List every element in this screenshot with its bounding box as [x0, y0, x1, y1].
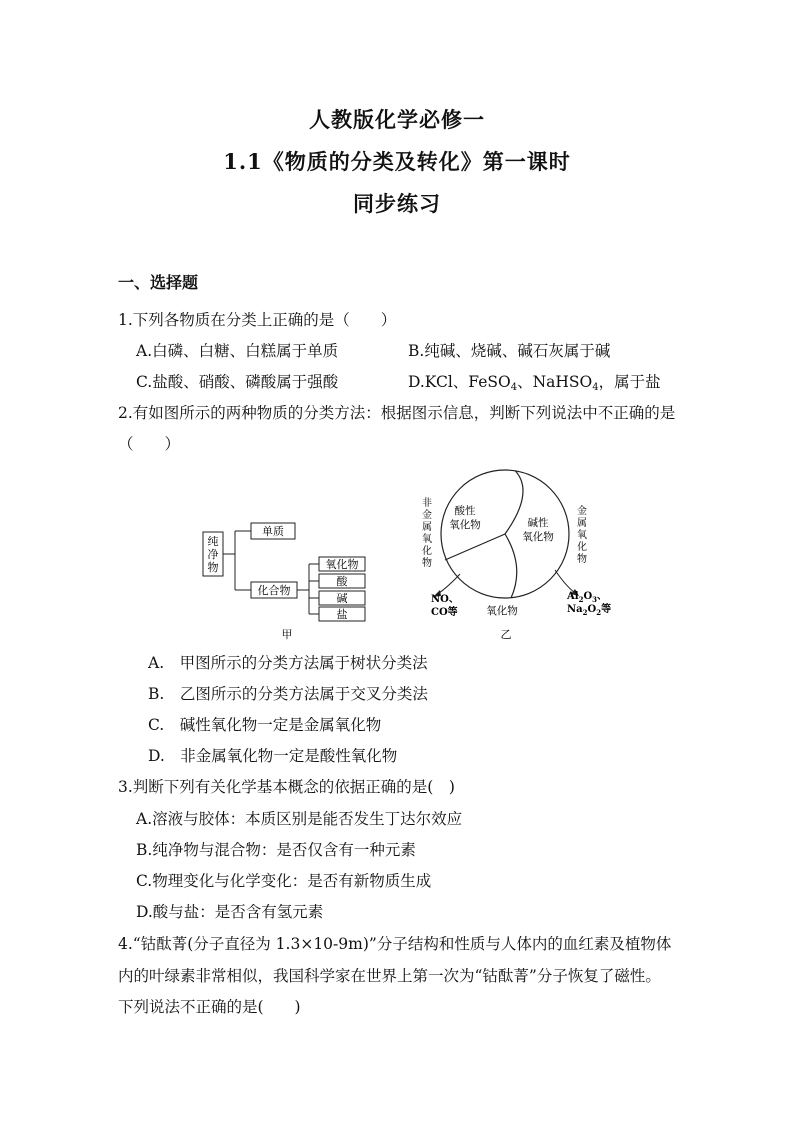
q3-option-d: D.酸与盐：是否含有氢元素: [136, 903, 324, 921]
region-acidic-oxide: 氧化物: [449, 519, 481, 531]
q3-stem: 3.判断下列有关化学基本概念的依据正确的是( ): [118, 778, 455, 796]
q2-option-b: B. 乙图所示的分类方法属于交叉分类法: [148, 685, 428, 703]
q4-stem-line1: 4.“钴酞菁(分子直径为 1.3×10-9m)”分子结构和性质与人体内的血红素及植物体: [118, 935, 672, 953]
cross-diagram: [422, 470, 611, 641]
tree-leaf-base: 碱: [336, 592, 348, 605]
q3-option-b: B.纯净物与混合物：是否仅含有一种元素: [136, 841, 416, 859]
q4-stem-line3: 下列说法不正确的是( ): [118, 998, 301, 1016]
q1-stem: 1.下列各物质在分类上正确的是（ ）: [118, 311, 397, 329]
cross-label-nonmetal: 非: [422, 498, 432, 509]
tree-root-char: 物: [207, 561, 219, 574]
tree-node-compound: 化合物: [257, 584, 291, 597]
cross-label-metal: 属: [577, 518, 587, 529]
q2-stem: 2.有如图所示的两种物质的分类方法：根据图示信息，判断下列说法中不正确的是: [118, 404, 676, 422]
tree-leaf-acid: 酸: [336, 575, 348, 588]
doc-title: 人教版化学必修一: [309, 107, 485, 132]
q1-option-c: C.盐酸、硝酸、磷酸属于强酸: [136, 373, 339, 391]
q1-option-a: A.白磷、白糖、白糕属于单质: [136, 342, 339, 360]
tree-root-char: 纯: [207, 535, 219, 548]
tree-leaf-oxide: 氧化物: [325, 558, 359, 571]
classification-figure: [195, 462, 625, 647]
tree-node-simple: 单质: [262, 525, 284, 538]
no-co-label: NO、: [431, 594, 459, 605]
section-heading: 一、选择题: [118, 273, 199, 292]
q3-option-a: A.溶液与胶体：本质区别是能否发生丁达尔效应: [136, 810, 463, 828]
cross-label-metal: 氧: [577, 530, 587, 541]
q2-stem-cont: （ ）: [118, 435, 181, 453]
figure-caption-yi: 乙: [500, 628, 512, 641]
q1-option-b: B.纯碱、烧碱、碱石灰属于碱: [408, 342, 611, 360]
region-basic-oxide: 碱性: [527, 517, 549, 529]
cross-label-metal: 物: [577, 554, 587, 565]
na2o2-label: $Na_2O_2$等: [567, 604, 612, 617]
doc-subtitle-2: 同步练习: [353, 191, 441, 216]
tree-root-char: 净: [207, 548, 219, 561]
tree-leaf-salt: 盐: [336, 608, 348, 621]
cross-label-nonmetal: 金: [422, 510, 432, 521]
q4-stem-line2: 内的叶绿素非常相似，我国科学家在世界上第一次为“钴酞菁”分子恢复了磁性。: [118, 967, 661, 985]
region-basic-oxide: 氧化物: [522, 531, 554, 543]
cross-label-nonmetal: 化: [422, 546, 432, 557]
cross-label-metal: 化: [577, 542, 587, 553]
q2-option-c: C. 碱性氧化物一定是金属氧化物: [148, 716, 382, 734]
cross-label-metal: 金: [577, 506, 587, 517]
figure-caption-jia: 甲: [281, 628, 293, 641]
doc-subtitle: 1.1《物质的分类及转化》第一课时: [223, 149, 571, 174]
q2-option-d: D. 非金属氧化物一定是酸性氧化物: [148, 747, 398, 765]
cross-bottom-label: 氧化物: [486, 605, 518, 617]
no-co-label: CO等: [431, 607, 458, 618]
cross-label-nonmetal: 属: [422, 522, 432, 533]
q2-option-a: A. 甲图所示的分类方法属于树状分类法: [148, 654, 428, 672]
region-acidic-oxide: 酸性: [454, 505, 476, 517]
al2o3-label: $Al_2O_3$、: [567, 591, 608, 604]
cross-label-nonmetal: 氧: [422, 534, 432, 545]
tree-diagram: [203, 523, 365, 641]
cross-label-nonmetal: 物: [422, 558, 432, 569]
q1-option-d: D.KCl、FeSO$_4$、NaHSO$_4$，属于盐: [408, 373, 661, 393]
q3-option-c: C.物理变化与化学变化：是否有新物质生成: [136, 872, 432, 890]
